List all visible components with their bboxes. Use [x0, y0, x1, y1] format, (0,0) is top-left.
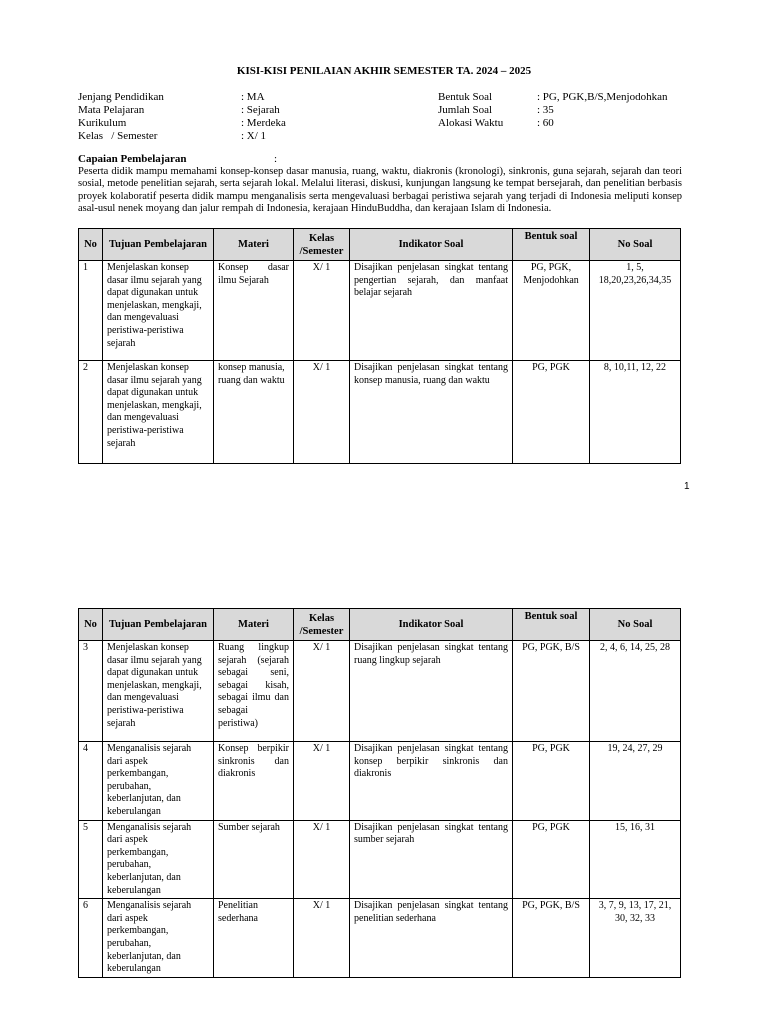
- cell-materi: Konsep dasar ilmu Sejarah: [214, 261, 294, 361]
- meta-label: Kelas / Semester: [78, 130, 158, 142]
- cell-no: 6: [79, 899, 103, 978]
- cell-bentuk: PG, PGK, Menjodohkan: [513, 261, 590, 361]
- header-indikator: Indikator Soal: [350, 609, 513, 641]
- meta-label: Jenjang Pendidikan: [78, 91, 164, 103]
- header-bentuk: Bentuk soal: [513, 609, 590, 641]
- document-title: KISI-KISI PENILAIAN AKHIR SEMESTER TA. 2024 – 2025: [236, 65, 532, 77]
- cell-no: 2: [79, 361, 103, 464]
- kisi-table-page1: [78, 228, 681, 464]
- meta-value: : MA: [241, 91, 265, 103]
- meta-bentuk: [438, 91, 668, 104]
- cell-nosoal: 3, 7, 9, 13, 17, 21, 30, 32, 33: [590, 899, 681, 978]
- header-kelas: Kelas /Semester: [294, 609, 350, 641]
- header-no: No: [79, 229, 103, 261]
- capaian-text: Peserta didik mampu memahami konsep-konsep dasar manusia, ruang, waktu, diakronis (kronologi), sinkronis, guna sejarah, sejarah dan teori sosial, metode penelitian sejarah, serta sejarah lokal. Melalui literasi, diskusi, kunjungan langsung ke tempat bersejarah, dan penelitian berbasis proyek kolaboratif peserta didik mampu menganalisis serta mengevaluasi berbagai peristiwa sejarah yang terjadi di Indonesia meliputi konsep asal-usul nenek moyang dan jalur rempah di Indonesia, kerajaan HinduBuddha, dan kerajaan Islam di Indonesia.: [78, 165, 682, 214]
- cell-kelas: X/ 1: [294, 261, 350, 361]
- meta-value: : Sejarah: [241, 104, 280, 116]
- cell-materi: konsep manusia, ruang dan waktu: [214, 361, 294, 464]
- cell-materi: Penelitian sederhana: [214, 899, 294, 978]
- header-nosoal: No Soal: [590, 229, 681, 261]
- cell-no: 3: [79, 641, 103, 742]
- cell-no: 1: [79, 261, 103, 361]
- cell-indikator: Disajikan penjelasan singkat tentang konsep manusia, ruang dan waktu: [350, 361, 513, 464]
- cell-indikator: Disajikan penjelasan singkat tentang ruang lingkup sejarah: [350, 641, 513, 742]
- header-indikator: Indikator Soal: [350, 229, 513, 261]
- meta-value: : Merdeka: [241, 117, 286, 129]
- cell-tujuan: Menjelaskan konsep dasar ilmu sejarah yang dapat digunakan untuk menjelaskan, mengkaji, dan mengevaluasi peristiwa-peristiwa sejarah: [103, 261, 214, 361]
- cell-kelas: X/ 1: [294, 820, 350, 899]
- table-row: [79, 742, 681, 821]
- cell-kelas: X/ 1: [294, 742, 350, 821]
- meta-kurikulum: [78, 117, 286, 130]
- meta-jenjang: [78, 91, 286, 104]
- cell-tujuan: Menganalisis sejarah dari aspek perkembangan, perubahan, keberlanjutan, dan keberulangan: [103, 899, 214, 978]
- cell-nosoal: 19, 24, 27, 29: [590, 742, 681, 821]
- header-tujuan: Tujuan Pembelajaran: [103, 609, 214, 641]
- table-row: [79, 361, 681, 464]
- cell-materi: Ruang lingkup sejarah (sejarah sebagai seni, sebagai kisah, sebagai ilmu dan sebagai peristiwa): [214, 641, 294, 742]
- cell-bentuk: PG, PGK: [513, 361, 590, 464]
- cell-indikator: Disajikan penjelasan singkat tentang konsep berpikir sinkronis dan diakronis: [350, 742, 513, 821]
- header-no: No: [79, 609, 103, 641]
- cell-bentuk: PG, PGK, B/S: [513, 899, 590, 978]
- meta-alokasi: [438, 117, 668, 130]
- meta-label: Bentuk Soal: [438, 91, 493, 103]
- cell-kelas: X/ 1: [294, 361, 350, 464]
- meta-value: : PG, PGK,B/S,Menjodohkan: [537, 91, 668, 103]
- meta-value: : X/ 1: [241, 130, 267, 142]
- meta-kelas: [78, 130, 286, 143]
- capaian-colon: :: [274, 153, 278, 165]
- cell-indikator: Disajikan penjelasan singkat tentang sumber sejarah: [350, 820, 513, 899]
- meta-right: [438, 91, 668, 130]
- meta-label: Kurikulum: [78, 117, 127, 129]
- cell-no: 5: [79, 820, 103, 899]
- meta-value: : 60: [537, 117, 554, 129]
- cell-tujuan: Menjelaskan konsep dasar ilmu sejarah yang dapat digunakan untuk menjelaskan, mengkaji, dan mengevaluasi peristiwa-peristiwa sejarah: [103, 361, 214, 464]
- cell-kelas: X/ 1: [294, 899, 350, 978]
- header-nosoal: No Soal: [590, 609, 681, 641]
- cell-nosoal: 8, 10,11, 12, 22: [590, 361, 681, 464]
- table-header-row: [79, 609, 681, 641]
- cell-materi: Sumber sejarah: [214, 820, 294, 899]
- meta-value: : 35: [537, 104, 554, 116]
- meta-label: Alokasi Waktu: [438, 117, 504, 129]
- cell-tujuan: Menganalisis sejarah dari aspek perkembangan, perubahan, keberlanjutan, dan keberulangan: [103, 742, 214, 821]
- cell-nosoal: 2, 4, 6, 14, 25, 28: [590, 641, 681, 742]
- meta-label: Mata Pelajaran: [78, 104, 145, 116]
- capaian-heading-row: [78, 153, 682, 166]
- table-row: [79, 820, 681, 899]
- capaian-section: [78, 153, 682, 216]
- cell-nosoal: 15, 16, 31: [590, 820, 681, 899]
- cell-bentuk: PG, PGK, B/S: [513, 641, 590, 742]
- header-materi: Materi: [214, 229, 294, 261]
- cell-tujuan: Menjelaskan konsep dasar ilmu sejarah yang dapat digunakan untuk menjelaskan, mengkaji, dan mengevaluasi peristiwa-peristiwa sejarah: [103, 641, 214, 742]
- cell-indikator: Disajikan penjelasan singkat tentang pengertian sejarah, dan manfaat belajar sejarah: [350, 261, 513, 361]
- meta-mapel: [78, 104, 286, 117]
- cell-bentuk: PG, PGK: [513, 820, 590, 899]
- cell-kelas: X/ 1: [294, 641, 350, 742]
- header-materi: Materi: [214, 609, 294, 641]
- table-row: [79, 641, 681, 742]
- capaian-heading: Capaian Pembelajaran: [78, 153, 187, 165]
- header-bentuk: Bentuk soal: [513, 229, 590, 261]
- page-number: 1: [684, 481, 690, 492]
- cell-nosoal: 1, 5, 18,20,23,26,34,35: [590, 261, 681, 361]
- meta-left: [78, 91, 286, 143]
- cell-no: 4: [79, 742, 103, 821]
- meta-jumlah: [438, 104, 668, 117]
- meta-label: Jumlah Soal: [438, 104, 493, 116]
- cell-materi: Konsep berpikir sinkronis dan diakronis: [214, 742, 294, 821]
- cell-tujuan: Menganalisis sejarah dari aspek perkembangan, perubahan, keberlanjutan, dan keberulangan: [103, 820, 214, 899]
- cell-indikator: Disajikan penjelasan singkat tentang penelitian sederhana: [350, 899, 513, 978]
- table-row: [79, 261, 681, 361]
- header-kelas: Kelas /Semester: [294, 229, 350, 261]
- table-header-row: [79, 229, 681, 261]
- cell-bentuk: PG, PGK: [513, 742, 590, 821]
- kisi-table-page2: [78, 608, 681, 978]
- header-tujuan: Tujuan Pembelajaran: [103, 229, 214, 261]
- table-row: [79, 899, 681, 978]
